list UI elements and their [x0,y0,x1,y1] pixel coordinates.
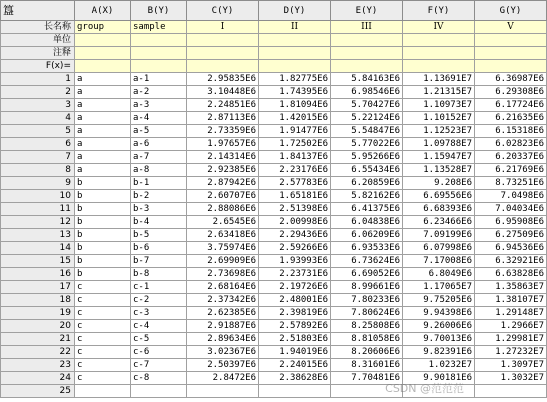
table-row [1,73,547,86]
table-row [1,177,547,190]
meta-row-label[interactable]: 长名称 [1,21,75,34]
row-header[interactable]: 2 [1,86,75,99]
meta-cell[interactable]: group [75,21,131,34]
table-cell[interactable]: 6.02823E6 [475,138,547,151]
table-cell[interactable]: 1.2966E7 [475,320,547,333]
row-header[interactable]: 19 [1,307,75,320]
table-cell[interactable]: 2.95835E6 [187,73,259,86]
table-row [1,216,547,229]
table-cell[interactable]: a-3 [131,99,187,112]
table-cell[interactable]: 2.29436E6 [259,229,331,242]
table-cell[interactable]: b-4 [131,216,187,229]
table-cell[interactable]: b [75,268,131,281]
table-cell[interactable]: 1.93993E6 [259,255,331,268]
table-cell[interactable]: 6.07998E6 [403,242,475,255]
table-cell[interactable]: 1.74395E6 [259,86,331,99]
table-cell[interactable]: 2.92385E6 [187,164,259,177]
table-cell[interactable]: 6.36987E6 [475,73,547,86]
row-header[interactable]: 23 [1,359,75,372]
table-cell[interactable]: 6.32921E6 [475,255,547,268]
corner-select-all[interactable]: 簋 [1,1,75,21]
table-row [1,385,547,398]
table-cell[interactable]: b [75,190,131,203]
meta-cell[interactable] [187,47,259,60]
table-cell[interactable]: a [75,73,131,86]
meta-cell[interactable]: V [475,21,547,34]
table-cell[interactable]: 6.15318E6 [475,125,547,138]
table-cell[interactable]: 2.48001E6 [259,294,331,307]
table-cell[interactable]: 2.6545E6 [187,216,259,229]
table-cell[interactable]: 2.57783E6 [259,177,331,190]
meta-row [1,47,547,60]
table-cell[interactable]: b [75,255,131,268]
table-cell[interactable]: 2.57892E6 [259,320,331,333]
table-cell[interactable]: 2.73359E6 [187,125,259,138]
table-cell[interactable]: c-8 [131,372,187,385]
table-cell[interactable]: 6.68393E6 [403,203,475,216]
table-cell[interactable]: 6.20859E6 [331,177,403,190]
meta-row-label[interactable]: 注释 [1,47,75,60]
meta-cell[interactable]: I [187,21,259,34]
table-cell[interactable]: 3.75974E6 [187,242,259,255]
table-row [1,307,547,320]
table-cell[interactable]: 1.09788E7 [403,138,475,151]
table-cell[interactable]: 6.20337E6 [475,151,547,164]
table-cell[interactable]: 1.12523E7 [403,125,475,138]
table-cell[interactable]: 9.94398E6 [403,307,475,320]
table-cell[interactable]: 2.14314E6 [187,151,259,164]
table-cell[interactable]: c [75,320,131,333]
table-cell[interactable]: 6.94536E6 [475,242,547,255]
table-cell[interactable]: 1.29148E7 [475,307,547,320]
table-cell[interactable]: b-2 [131,190,187,203]
table-cell[interactable]: c [75,372,131,385]
table-cell[interactable]: 2.00998E6 [259,216,331,229]
table-row [1,151,547,164]
column-header-e[interactable]: E(Y) [331,1,403,21]
table-cell[interactable]: 8.31601E6 [331,359,403,372]
meta-row-label[interactable]: 单位 [1,34,75,47]
table-row [1,164,547,177]
meta-cell[interactable]: III [331,21,403,34]
table-cell[interactable]: 1.91477E6 [259,125,331,138]
table-cell[interactable]: 1.13528E7 [403,164,475,177]
table-cell[interactable]: 2.23731E6 [259,268,331,281]
table-cell[interactable]: 1.38107E7 [475,294,547,307]
table-cell[interactable]: c-3 [131,307,187,320]
table-cell[interactable]: a-5 [131,125,187,138]
table-cell[interactable]: b [75,229,131,242]
table-cell[interactable]: 6.98546E6 [331,86,403,99]
table-cell[interactable]: 1.82775E6 [259,73,331,86]
table-cell[interactable]: c-5 [131,333,187,346]
table-cell[interactable]: 3.02367E6 [187,346,259,359]
table-cell[interactable]: b-3 [131,203,187,216]
table-cell[interactable]: 2.87113E6 [187,112,259,125]
table-cell[interactable]: 1.97657E6 [187,138,259,151]
row-header[interactable]: 18 [1,294,75,307]
column-header-b[interactable]: B(Y) [131,1,187,21]
table-cell[interactable]: 1.72502E6 [259,138,331,151]
table-row [1,255,547,268]
table-cell[interactable]: 1.29981E7 [475,333,547,346]
column-header-f[interactable]: F(Y) [403,1,475,21]
meta-cell[interactable] [187,60,259,73]
table-cell[interactable]: 7.0498E6 [475,190,547,203]
table-cell[interactable]: c [75,359,131,372]
table-cell[interactable]: 1.10152E7 [403,112,475,125]
table-cell[interactable]: 2.63418E6 [187,229,259,242]
table-cell[interactable]: a [75,112,131,125]
table-cell[interactable]: 8.73251E6 [475,177,547,190]
table-cell[interactable] [75,385,131,398]
table-cell[interactable]: c-7 [131,359,187,372]
table-cell[interactable]: a-6 [131,138,187,151]
table-row [1,320,547,333]
table-cell[interactable]: 6.21635E6 [475,112,547,125]
table-cell[interactable]: 6.23466E6 [403,216,475,229]
table-cell[interactable]: a-2 [131,86,187,99]
table-row [1,333,547,346]
table-cell[interactable]: 2.19726E6 [259,281,331,294]
table-cell[interactable] [331,385,403,398]
table-cell[interactable]: 2.8472E6 [187,372,259,385]
row-header[interactable]: 3 [1,99,75,112]
table-cell[interactable]: b-7 [131,255,187,268]
row-header[interactable]: 15 [1,255,75,268]
meta-cell[interactable] [475,47,547,60]
table-cell[interactable]: 2.51803E6 [259,333,331,346]
table-cell[interactable]: a [75,164,131,177]
table-cell[interactable]: 6.93533E6 [331,242,403,255]
table-cell[interactable]: 5.77022E6 [331,138,403,151]
table-cell[interactable]: 9.208E6 [403,177,475,190]
meta-cell[interactable] [131,60,187,73]
meta-cell[interactable] [475,60,547,73]
meta-cell[interactable] [331,60,403,73]
table-cell[interactable]: 9.82391E6 [403,346,475,359]
table-cell[interactable]: 2.60707E6 [187,190,259,203]
table-cell[interactable]: 2.62385E6 [187,307,259,320]
table-cell[interactable]: 1.3097E7 [475,359,547,372]
watermark: CSDN @范范范 [385,382,464,395]
table-cell[interactable]: 2.23176E6 [259,164,331,177]
table-row [1,359,547,372]
table-cell[interactable]: a [75,99,131,112]
table-cell[interactable]: 1.0232E7 [403,359,475,372]
table-cell[interactable]: 7.80233E6 [331,294,403,307]
row-header[interactable]: 25 [1,385,75,398]
table-cell[interactable]: 7.04034E6 [475,203,547,216]
meta-cell[interactable] [403,34,475,47]
table-cell[interactable]: 9.26006E6 [403,320,475,333]
table-row [1,86,547,99]
table-cell[interactable]: 6.95908E6 [475,216,547,229]
meta-cell[interactable]: II [259,21,331,34]
table-cell[interactable]: 2.69909E6 [187,255,259,268]
table-cell[interactable]: 6.73624E6 [331,255,403,268]
row-header[interactable]: 17 [1,281,75,294]
table-cell[interactable]: 6.41375E6 [331,203,403,216]
table-cell[interactable]: c [75,281,131,294]
table-cell[interactable]: c-2 [131,294,187,307]
column-header-row [1,1,547,21]
table-cell[interactable]: 2.50397E6 [187,359,259,372]
table-cell[interactable]: 2.38628E6 [259,372,331,385]
table-cell[interactable]: a-4 [131,112,187,125]
table-cell[interactable]: b-6 [131,242,187,255]
table-cell[interactable]: 6.8049E6 [403,268,475,281]
table-cell[interactable]: a-8 [131,164,187,177]
table-row [1,372,547,385]
meta-cell[interactable] [131,47,187,60]
table-cell[interactable]: 1.65181E6 [259,190,331,203]
table-cell[interactable]: 1.3032E7 [475,372,547,385]
row-header[interactable]: 5 [1,125,75,138]
table-cell[interactable] [187,385,259,398]
table-cell[interactable]: 6.06209E6 [331,229,403,242]
row-header[interactable]: 24 [1,372,75,385]
table-row [1,346,547,359]
row-header[interactable]: 6 [1,138,75,151]
table-cell[interactable]: 7.09199E6 [403,229,475,242]
table-cell[interactable]: b [75,216,131,229]
table-cell[interactable]: 5.70427E6 [331,99,403,112]
table-cell[interactable]: 1.81094E6 [259,99,331,112]
row-header[interactable]: 4 [1,112,75,125]
table-cell[interactable]: c [75,346,131,359]
table-cell[interactable]: 2.24851E6 [187,99,259,112]
table-cell[interactable]: b [75,242,131,255]
table-cell[interactable]: 2.51398E6 [259,203,331,216]
table-cell[interactable]: 9.75205E6 [403,294,475,307]
meta-cell[interactable] [75,60,131,73]
column-header-d[interactable]: D(Y) [259,1,331,21]
meta-cell[interactable] [259,60,331,73]
table-row [1,190,547,203]
meta-cell[interactable] [259,34,331,47]
meta-cell[interactable] [331,47,403,60]
table-cell[interactable] [403,385,475,398]
meta-row [1,21,547,34]
table-cell[interactable]: a [75,86,131,99]
row-header[interactable]: 1 [1,73,75,86]
column-header-g[interactable]: G(Y) [475,1,547,21]
table-cell[interactable] [259,385,331,398]
row-header[interactable]: 9 [1,177,75,190]
table-cell[interactable]: 5.82162E6 [331,190,403,203]
table-cell[interactable]: a-7 [131,151,187,164]
row-header[interactable]: 8 [1,164,75,177]
table-cell[interactable]: 2.73698E6 [187,268,259,281]
table-cell[interactable]: 6.17724E6 [475,99,547,112]
table-row [1,112,547,125]
table-cell[interactable]: b-1 [131,177,187,190]
table-cell[interactable]: a [75,138,131,151]
table-cell[interactable]: c [75,294,131,307]
table-cell[interactable]: 2.88086E6 [187,203,259,216]
table-cell[interactable]: 3.10448E6 [187,86,259,99]
table-cell[interactable]: 8.20606E6 [331,346,403,359]
row-header[interactable]: 7 [1,151,75,164]
table-cell[interactable]: 7.17008E6 [403,255,475,268]
table-cell[interactable]: 2.39819E6 [259,307,331,320]
row-header[interactable]: 20 [1,320,75,333]
table-cell[interactable]: 6.04838E6 [331,216,403,229]
table-cell[interactable]: 7.80624E6 [331,307,403,320]
row-header[interactable]: 11 [1,203,75,216]
table-row [1,125,547,138]
meta-row [1,34,547,47]
table-row [1,229,547,242]
table-cell[interactable]: 2.59266E6 [259,242,331,255]
table-cell[interactable]: a [75,125,131,138]
table-cell[interactable]: b-5 [131,229,187,242]
row-header[interactable]: 10 [1,190,75,203]
column-header-a[interactable]: A(X) [75,1,131,21]
table-cell[interactable]: 5.95266E6 [331,151,403,164]
table-cell[interactable]: 8.25808E6 [331,320,403,333]
table-cell[interactable]: b [75,203,131,216]
row-header[interactable]: 21 [1,333,75,346]
table-cell[interactable]: 9.70013E6 [403,333,475,346]
meta-cell[interactable] [403,60,475,73]
meta-cell[interactable] [75,47,131,60]
row-header[interactable]: 13 [1,229,75,242]
table-cell[interactable]: c [75,307,131,320]
table-cell[interactable]: c-6 [131,346,187,359]
meta-cell[interactable] [403,47,475,60]
table-cell[interactable]: c-1 [131,281,187,294]
meta-cell[interactable]: IV [403,21,475,34]
table-cell[interactable]: a-1 [131,73,187,86]
table-cell[interactable]: 2.89634E6 [187,333,259,346]
table-cell[interactable]: 9.90181E6 [403,372,475,385]
table-row [1,268,547,281]
table-cell[interactable]: 1.13691E7 [403,73,475,86]
table-cell[interactable]: 2.24015E6 [259,359,331,372]
table-cell[interactable]: 1.35863E7 [475,281,547,294]
meta-cell[interactable]: sample [131,21,187,34]
table-cell[interactable]: c [75,333,131,346]
table-cell[interactable]: 2.37342E6 [187,294,259,307]
meta-cell[interactable] [131,34,187,47]
table-cell[interactable]: 2.68164E6 [187,281,259,294]
table-cell[interactable]: 7.70481E6 [331,372,403,385]
table-cell[interactable]: 1.27232E7 [475,346,547,359]
table-cell[interactable]: 1.42015E6 [259,112,331,125]
table-cell[interactable]: 1.10973E7 [403,99,475,112]
row-header[interactable]: 12 [1,216,75,229]
table-cell[interactable]: c-4 [131,320,187,333]
meta-cell[interactable] [259,47,331,60]
meta-row [1,60,547,73]
meta-cell[interactable] [475,34,547,47]
table-cell[interactable]: 8.99661E6 [331,281,403,294]
row-header[interactable]: 22 [1,346,75,359]
table-cell[interactable] [131,385,187,398]
table-cell[interactable]: 1.15947E7 [403,151,475,164]
table-cell[interactable]: b [75,177,131,190]
table-cell[interactable]: 6.69052E6 [331,268,403,281]
table-cell[interactable]: 1.84137E6 [259,151,331,164]
table-cell[interactable]: 6.55434E6 [331,164,403,177]
row-header[interactable]: 16 [1,268,75,281]
table-cell[interactable]: 1.17065E7 [403,281,475,294]
table-cell[interactable] [475,385,547,398]
meta-row-label[interactable]: F(x)= [1,60,75,73]
table-row [1,294,547,307]
table-cell[interactable]: a [75,151,131,164]
table-cell[interactable]: 6.29308E6 [475,86,547,99]
table-row [1,281,547,294]
table-cell[interactable]: 6.27509E6 [475,229,547,242]
table-cell[interactable]: 8.81058E6 [331,333,403,346]
table-row [1,99,547,112]
table-row [1,138,547,151]
table-cell[interactable]: 1.21315E7 [403,86,475,99]
column-header-c[interactable]: C(Y) [187,1,259,21]
table-cell[interactable]: 1.94019E6 [259,346,331,359]
table-cell[interactable]: 6.21769E6 [475,164,547,177]
table-row [1,203,547,216]
table-cell[interactable]: 6.63828E6 [475,268,547,281]
table-cell[interactable]: 2.91887E6 [187,320,259,333]
meta-cell[interactable] [331,34,403,47]
table-cell[interactable]: 5.22124E6 [331,112,403,125]
meta-cell[interactable] [75,34,131,47]
table-cell[interactable]: 5.54847E6 [331,125,403,138]
table-cell[interactable]: 5.84163E6 [331,73,403,86]
table-row [1,242,547,255]
row-header[interactable]: 14 [1,242,75,255]
meta-cell[interactable] [187,34,259,47]
table-cell[interactable]: b-8 [131,268,187,281]
table-cell[interactable]: 6.69556E6 [403,190,475,203]
table-cell[interactable]: 2.87942E6 [187,177,259,190]
